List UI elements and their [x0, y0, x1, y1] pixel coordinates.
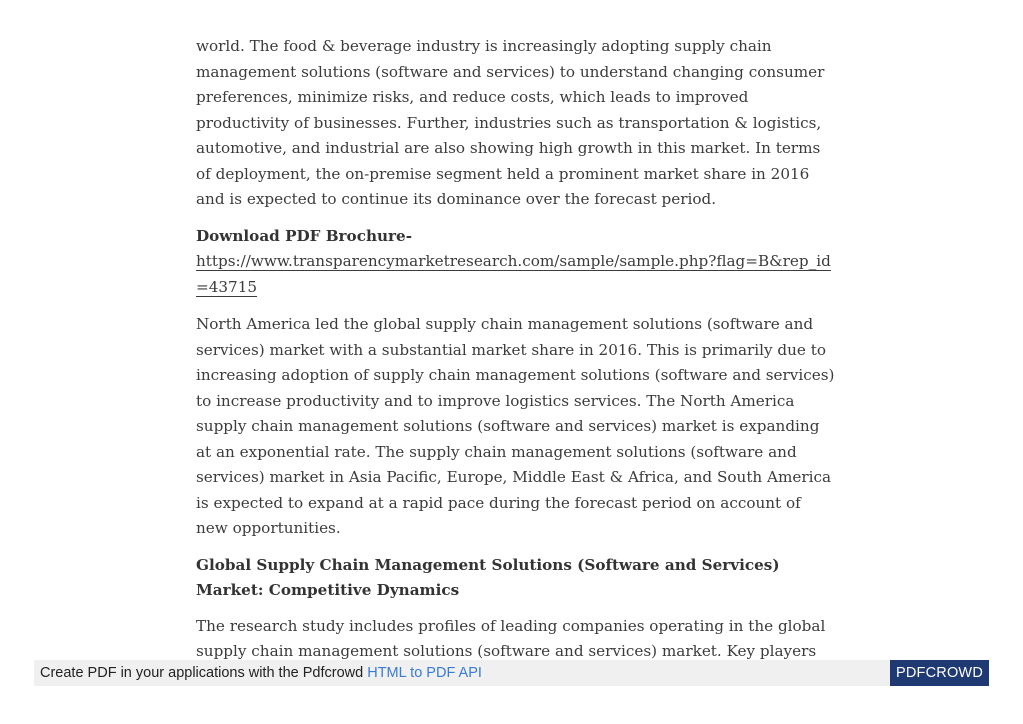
download-link[interactable]: https://www.transparencymarketresearch.com/sample/sample.php?flag=B&rep_id=43715	[196, 252, 831, 296]
download-label: Download PDF Brochure-	[196, 226, 412, 245]
pdf-footer-bar	[34, 660, 989, 686]
document-body	[196, 34, 836, 676]
pdfcrowd-brand-button[interactable]: PDFCROWD	[890, 660, 989, 686]
body-paragraph: world. The food & beverage industry is increasingly adopting supply chain management solutions (software and services) to understand changing consumer preferences, minimize risks, and reduce costs, which leads to improved productivity of businesses. Further, industries such as transportation & logistics, automotive, and industrial are also showing high growth in this market. In terms of deployment, the on-premise segment held a prominent market share in 2016 and is expected to continue its dominance over the forecast period.	[196, 37, 825, 208]
body-paragraph: North America led the global supply chain management solutions (software and services) market with a substantial market share in 2016. This is primarily due to increasing adoption of supply chain management solutions (software and services) to increase productivity and to improve logistics services. The North America supply chain management solutions (software and services) market is expanding at an exponential rate. The supply chain management solutions (software and services) market in Asia Pacific, Europe, Middle East & Africa, and South America is expected to expand at a rapid pace during the forecast period on account of new opportunities.	[196, 315, 835, 537]
footer-text	[40, 660, 482, 686]
section-heading: Global Supply Chain Management Solutions (Software and Services) Market: Competitive Dynamics	[196, 555, 780, 599]
body-paragraph: The research study includes profiles of leading companies operating in the global supply chain management solutions (software and services) market. Key players	[196, 616, 826, 660]
html-to-pdf-api-link[interactable]: HTML to PDF API	[367, 665, 482, 681]
footer-prefix: Create PDF in your applications with the Pdfcrowd	[40, 665, 364, 681]
download-block	[196, 224, 836, 301]
